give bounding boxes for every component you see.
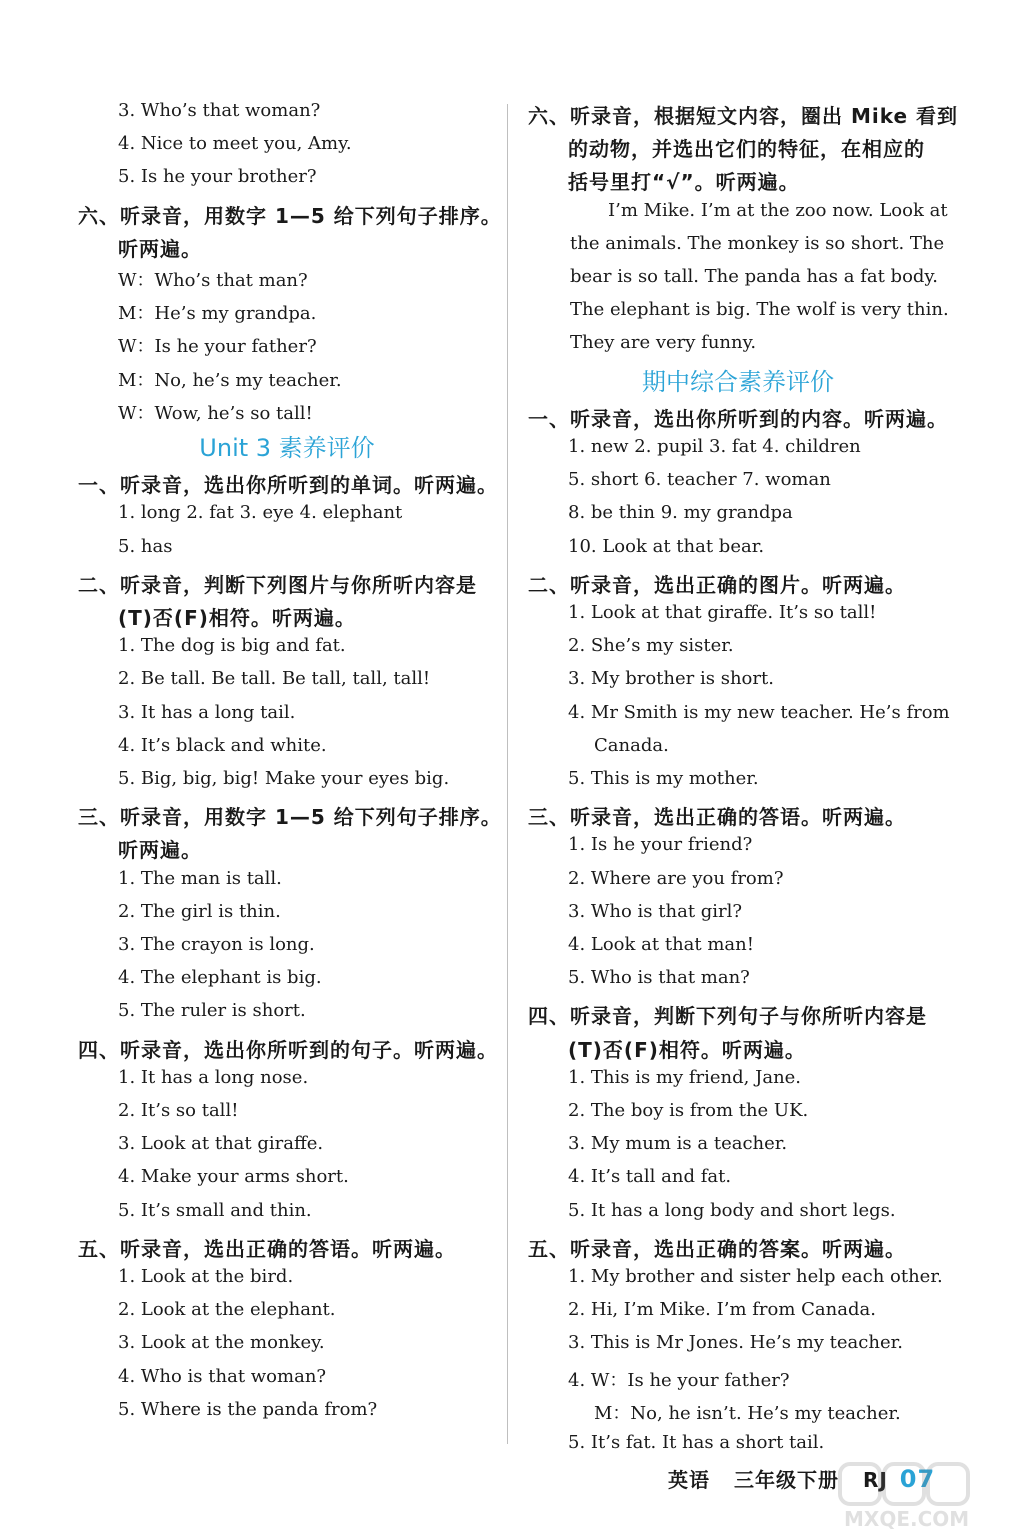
list-item: 5. It’s small and thin. bbox=[118, 1199, 312, 1221]
list-item: 5. This is my mother. bbox=[568, 768, 759, 789]
list-item: 1. Is he your friend? bbox=[568, 834, 753, 856]
footer-grade: 三年级下册 bbox=[733, 1468, 839, 1492]
list-item: 4. It’s black and white. bbox=[118, 734, 327, 756]
section-heading: 一、听录音，选出你所听到的单词。听两遍。 bbox=[78, 473, 498, 498]
column-divider bbox=[507, 104, 508, 1444]
unit-title: 期中综合素养评价 bbox=[642, 367, 834, 396]
list-item: 1. Look at that giraffe. It’s so tall! bbox=[568, 602, 877, 623]
page-number: 07 bbox=[899, 1465, 936, 1493]
list-item: 1. new 2. pupil 3. fat 4. children bbox=[568, 436, 861, 457]
section-heading: 六、听录音，用数字 1—5 给下列句子排序。 bbox=[78, 203, 502, 228]
section-heading-cont: (T)否(F)相符。听两遍。 bbox=[118, 606, 356, 630]
paragraph-line: The elephant is big. The wolf is very thin. bbox=[570, 299, 949, 321]
list-item: 1. The man is tall. bbox=[118, 867, 282, 889]
list-item: 4. Who is that woman? bbox=[118, 1365, 327, 1387]
paragraph-line: bear is so tall. The panda has a fat body. bbox=[570, 266, 938, 287]
list-item: 4. Make your arms short. bbox=[118, 1166, 349, 1188]
section-heading: 六、听录音，根据短文内容，圈出 Mike 看到 bbox=[528, 104, 959, 128]
list-item: 5. It’s fat. It has a short tail. bbox=[568, 1432, 825, 1453]
list-item: 3. Who is that girl? bbox=[568, 900, 743, 922]
section-heading-cont: (T)否(F)相符。听两遍。 bbox=[568, 1037, 806, 1062]
section-heading: 四、听录音，判断下列句子与你所听内容是 bbox=[528, 1004, 927, 1029]
paragraph-line: They are very funny. bbox=[570, 332, 757, 354]
section-heading: 五、听录音，选出正确的答语。听两遍。 bbox=[78, 1236, 456, 1261]
list-item: 3. Look at the monkey. bbox=[118, 1332, 325, 1354]
list-item: 5. Where is the panda from? bbox=[118, 1398, 378, 1420]
list-item: 5. Is he your brother? bbox=[118, 166, 317, 188]
list-item: 2. Hi, I’m Mike. I’m from Canada. bbox=[568, 1299, 876, 1321]
svg-text:MXQE.COM: MXQE.COM bbox=[844, 1507, 970, 1531]
list-item: 3. Who’s that woman? bbox=[118, 100, 321, 121]
list-item: 10. Look at that bear. bbox=[568, 535, 765, 557]
list-item: 3. Look at that giraffe. bbox=[118, 1133, 324, 1155]
list-item: 5. Big, big, big! Make your eyes big. bbox=[118, 768, 450, 789]
list-item: 3. The crayon is long. bbox=[118, 934, 315, 955]
list-item: 2. The girl is thin. bbox=[118, 900, 281, 922]
list-item: 3. My mum is a teacher. bbox=[568, 1133, 788, 1155]
list-item: 4. Nice to meet you, Amy. bbox=[118, 133, 352, 155]
list-item: 5. Who is that man? bbox=[568, 967, 750, 989]
section-heading-cont: 听两遍。 bbox=[118, 838, 202, 863]
unit-title: Unit 3 素养评价 bbox=[199, 434, 375, 462]
list-item-cont: M：No, he isn’t. He’s my teacher. bbox=[594, 1402, 901, 1424]
watermark-logo bbox=[838, 1460, 1008, 1532]
list-item: M：He’s my grandpa. bbox=[118, 303, 317, 325]
list-item: 2. Be tall. Be tall. Be tall, tall, tall! bbox=[118, 668, 431, 690]
list-item: 2. Look at the elephant. bbox=[118, 1299, 336, 1321]
list-item: M：No, he’s my teacher. bbox=[118, 369, 342, 391]
list-item: 2. It’s so tall! bbox=[118, 1100, 239, 1121]
list-item: 3. It has a long tail. bbox=[118, 701, 296, 723]
paragraph-line: I’m Mike. I’m at the zoo now. Look at bbox=[608, 199, 948, 221]
list-item: 1. The dog is big and fat. bbox=[118, 635, 346, 657]
list-item: W：Who’s that man? bbox=[118, 270, 308, 291]
section-heading: 一、听录音，选出你所听到的内容。听两遍。 bbox=[528, 406, 948, 431]
list-item: W：Wow, he’s so tall! bbox=[118, 402, 313, 424]
footer-edition: RJ bbox=[862, 1468, 888, 1492]
list-item: 2. The boy is from the UK. bbox=[568, 1100, 809, 1121]
list-item: 3. My brother is short. bbox=[568, 668, 774, 690]
paragraph-line: the animals. The monkey is so short. The bbox=[570, 232, 945, 254]
section-heading: 四、听录音，选出你所听到的句子。听两遍。 bbox=[78, 1037, 498, 1062]
section-heading: 五、听录音，选出正确的答案。听两遍。 bbox=[528, 1236, 906, 1261]
section-heading: 三、听录音，选出正确的答语。听两遍。 bbox=[528, 805, 906, 830]
list-item: 4. Look at that man! bbox=[568, 934, 754, 955]
list-item: 3. This is Mr Jones. He’s my teacher. bbox=[568, 1332, 903, 1354]
list-item: 1. It has a long nose. bbox=[118, 1066, 309, 1088]
section-heading: 二、听录音，判断下列图片与你所听内容是 bbox=[78, 572, 477, 597]
section-heading-cont: 括号里打“√”。听两遍。 bbox=[568, 170, 800, 195]
list-item: 1. Look at the bird. bbox=[118, 1266, 294, 1287]
footer-subject: 英语 bbox=[668, 1468, 710, 1492]
list-item: 2. Where are you from? bbox=[568, 867, 784, 889]
list-item: 5. has bbox=[118, 535, 173, 557]
list-item: 1. long 2. fat 3. eye 4. elephant bbox=[118, 502, 403, 524]
list-item: 4. W：Is he your father? bbox=[568, 1369, 790, 1391]
list-item: 2. She’s my sister. bbox=[568, 635, 734, 657]
list-item: 5. short 6. teacher 7. woman bbox=[568, 469, 831, 491]
list-item: W：Is he your father? bbox=[118, 336, 317, 358]
list-item-cont: Canada. bbox=[594, 734, 669, 756]
list-item: 4. The elephant is big. bbox=[118, 967, 322, 989]
list-item: 4. Mr Smith is my new teacher. He’s from bbox=[568, 701, 950, 723]
list-item: 5. The ruler is short. bbox=[118, 1000, 306, 1022]
list-item: 1. My brother and sister help each other. bbox=[568, 1266, 943, 1287]
section-heading: 二、听录音，选出正确的图片。听两遍。 bbox=[528, 572, 906, 597]
section-heading-cont: 听两遍。 bbox=[118, 236, 202, 261]
list-item: 1. This is my friend, Jane. bbox=[568, 1066, 802, 1088]
list-item: 4. It’s tall and fat. bbox=[568, 1166, 732, 1188]
section-heading: 三、听录音，用数字 1—5 给下列句子排序。 bbox=[78, 805, 502, 830]
list-item: 8. be thin 9. my grandpa bbox=[568, 502, 793, 524]
list-item: 5. It has a long body and short legs. bbox=[568, 1199, 896, 1221]
section-heading-cont: 的动物，并选出它们的特征，在相应的 bbox=[568, 137, 925, 162]
